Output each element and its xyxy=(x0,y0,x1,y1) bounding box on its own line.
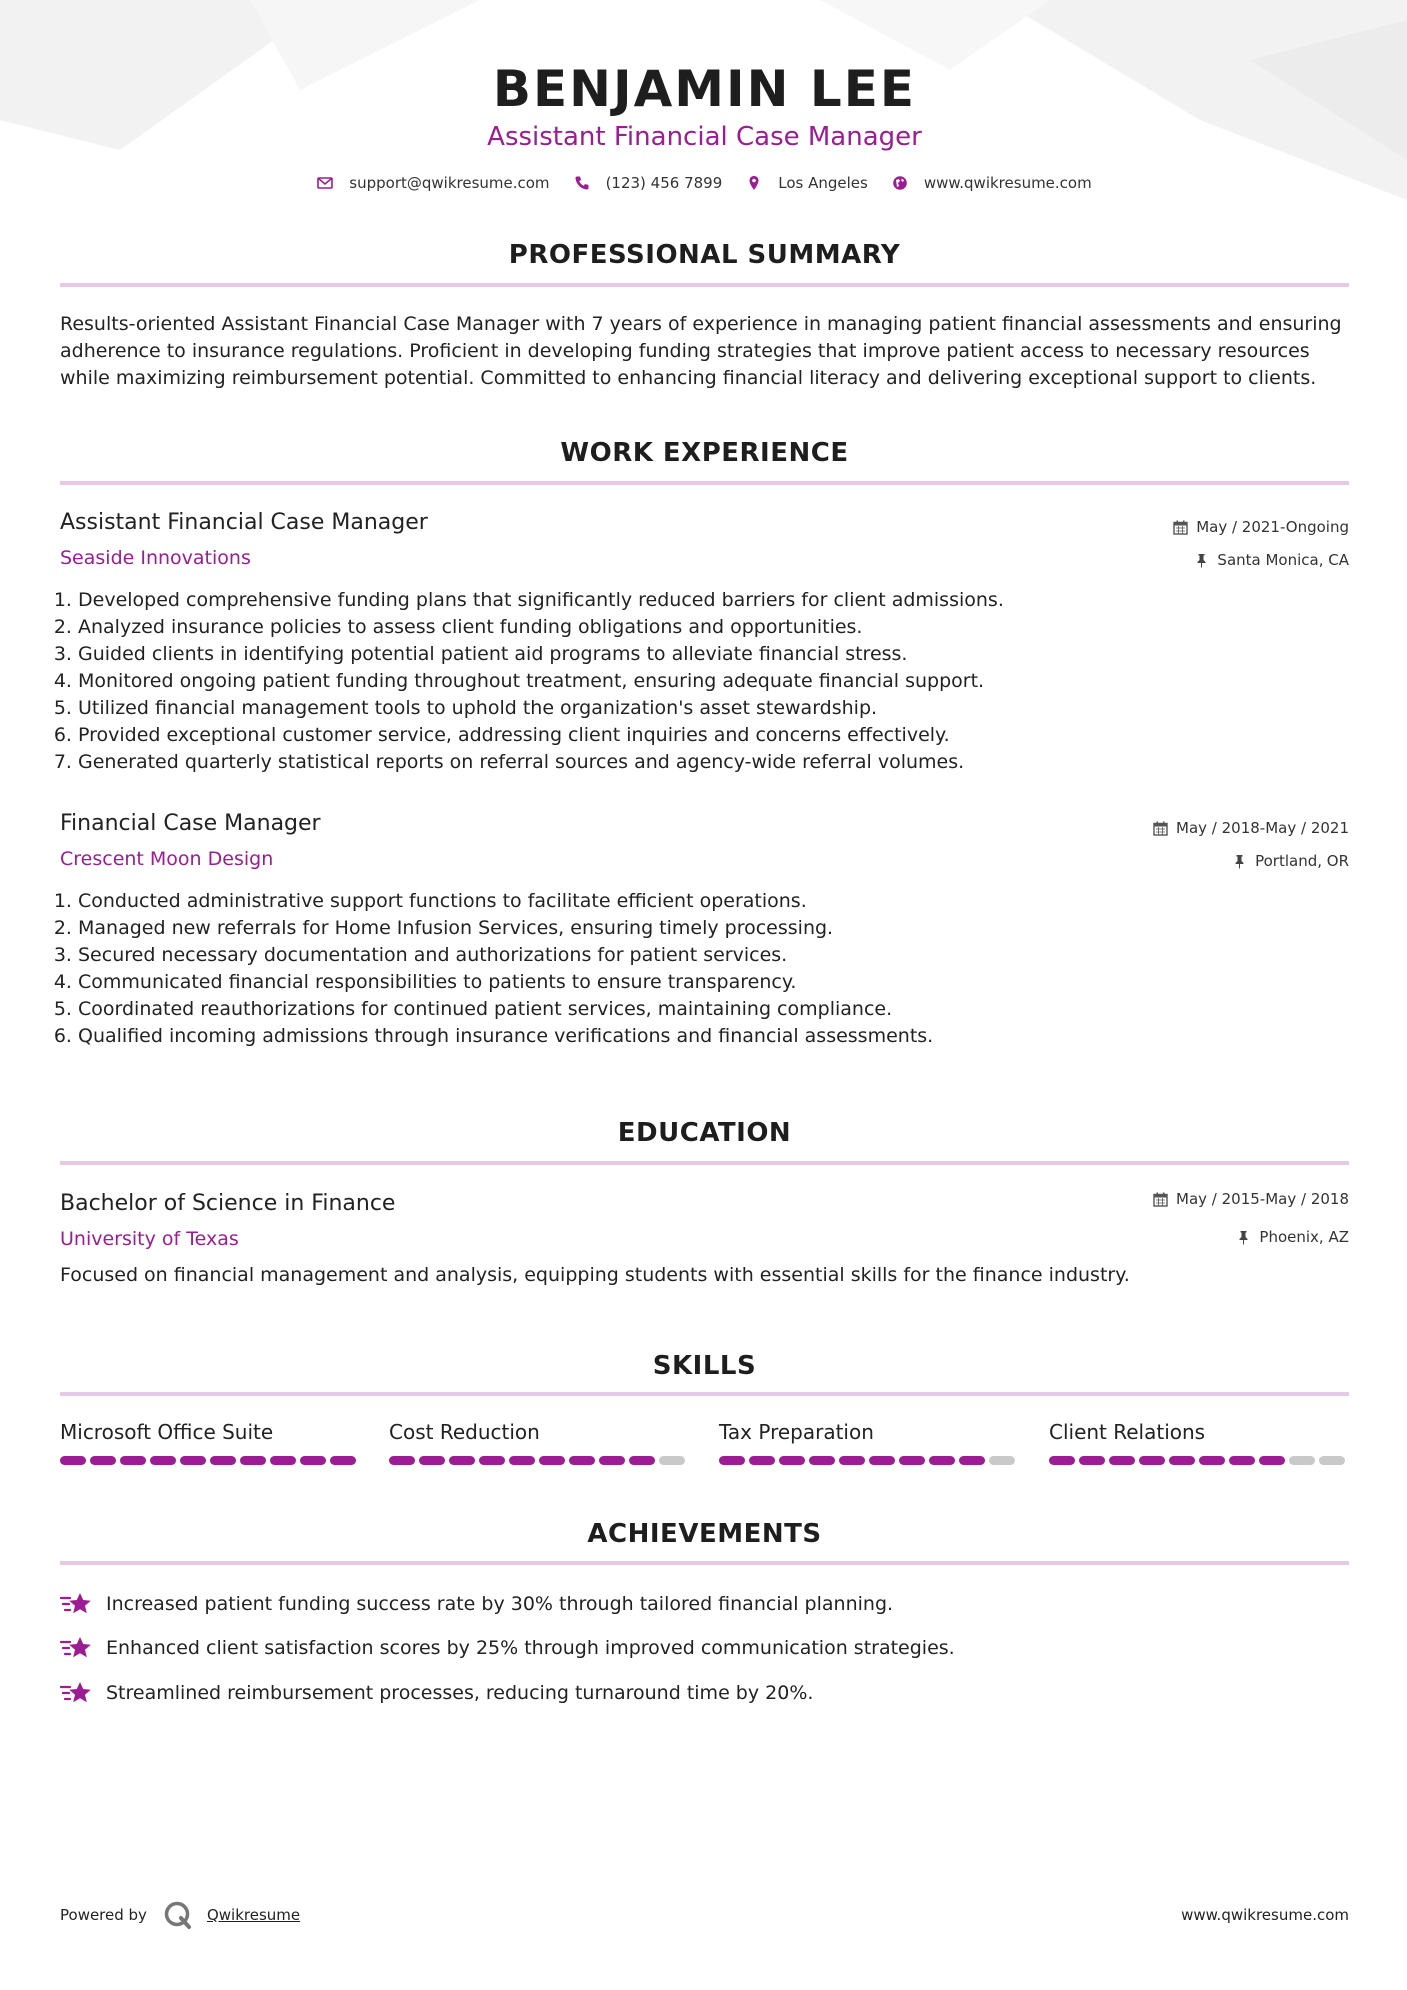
education-description: Focused on financial management and analysis, equipping students with essential skills for the finance industry. xyxy=(60,1264,1130,1286)
job-location xyxy=(1232,851,1349,871)
skill-dot-filled xyxy=(270,1456,296,1465)
skill-level-meter xyxy=(60,1456,360,1465)
job-dates-text: May / 2021-Ongoing xyxy=(1196,518,1349,536)
skill-item xyxy=(60,1418,360,1465)
calendar-icon xyxy=(1153,1192,1168,1207)
job-dates xyxy=(1173,517,1349,537)
footer-powered-by xyxy=(60,1900,300,1930)
skill-dot-filled xyxy=(479,1456,505,1465)
experience-divider xyxy=(60,481,1349,485)
degree-title: Bachelor of Science in Finance xyxy=(60,1191,396,1216)
job-location xyxy=(1194,550,1349,570)
summary-divider xyxy=(60,283,1349,287)
skill-dot-filled xyxy=(330,1456,356,1465)
summary-text: Results-oriented Assistant Financial Case Manager with 7 years of experience in managing patient financial assessments and ensuring adherence to insurance regulations. Proficient in developing funding strategies that improve patient access to necessary resources while maximizing reimbursement potential. Committed to enhancing financial literacy and delivering exceptional support to clients. xyxy=(60,313,1342,389)
education-heading: EDUCATION xyxy=(617,1118,792,1148)
skill-dot-filled xyxy=(1109,1456,1135,1465)
location-text: Los Angeles xyxy=(778,174,868,192)
skill-dot-filled xyxy=(509,1456,535,1465)
skill-dot-filled xyxy=(240,1456,266,1465)
skills-divider xyxy=(60,1392,1349,1396)
skill-dot-filled xyxy=(90,1456,116,1465)
education-location xyxy=(1236,1227,1349,1247)
list-item: 2. Analyzed insurance policies to assess client funding obligations and opportunities. xyxy=(78,614,1338,641)
job-title: Assistant Financial Case Manager xyxy=(60,510,428,535)
job-company: Crescent Moon Design xyxy=(60,848,274,870)
achievements-heading: ACHIEVEMENTS xyxy=(587,1519,822,1549)
contact-location xyxy=(746,174,868,192)
experience-heading: WORK EXPERIENCE xyxy=(560,438,849,468)
skill-level-meter xyxy=(1049,1456,1349,1465)
powered-by-label: Powered by xyxy=(60,1906,147,1924)
skill-dot-filled xyxy=(539,1456,565,1465)
skill-dot-filled xyxy=(60,1456,86,1465)
skill-name: Tax Preparation xyxy=(719,1420,874,1444)
list-item: 5. Utilized financial management tools to uphold the organization's asset stewardship. xyxy=(78,695,1338,722)
skill-item xyxy=(719,1418,1019,1465)
skill-dot-filled xyxy=(389,1456,415,1465)
summary-heading: PROFESSIONAL SUMMARY xyxy=(508,240,901,270)
skill-dot-filled xyxy=(599,1456,625,1465)
skill-dot-filled xyxy=(839,1456,865,1465)
skill-name: Microsoft Office Suite xyxy=(60,1420,274,1444)
skills-heading: SKILLS xyxy=(652,1351,757,1381)
achievement-text: Increased patient funding success rate by 30% through tailored financial planning. xyxy=(106,1593,894,1615)
skill-dot-filled xyxy=(180,1456,206,1465)
job-title: Financial Case Manager xyxy=(60,811,321,836)
skill-dot-filled xyxy=(1229,1456,1255,1465)
job-company: Seaside Innovations xyxy=(60,547,251,569)
skill-dot-filled xyxy=(449,1456,475,1465)
globe-icon xyxy=(892,175,908,191)
education-dates xyxy=(1153,1189,1349,1209)
website-text: www.qwikresume.com xyxy=(923,174,1092,192)
list-item: 7. Generated quarterly statistical reports on referral sources and agency-wide referral volumes. xyxy=(78,749,1338,776)
skill-item xyxy=(1049,1418,1349,1465)
job-location-text: Portland, OR xyxy=(1255,852,1349,870)
education-divider xyxy=(60,1161,1349,1165)
skill-dot-filled xyxy=(1199,1456,1225,1465)
achievement-text: Streamlined reimbursement processes, reducing turnaround time by 20%. xyxy=(106,1682,814,1704)
email-text: support@qwikresume.com xyxy=(349,174,550,192)
job-bullets xyxy=(60,587,1338,776)
skill-dot-filled xyxy=(749,1456,775,1465)
skill-name: Client Relations xyxy=(1049,1420,1206,1444)
achievement-item xyxy=(60,1590,893,1618)
job-dates xyxy=(1153,818,1349,838)
skill-dot-filled xyxy=(569,1456,595,1465)
skill-dot-filled xyxy=(150,1456,176,1465)
calendar-icon xyxy=(1153,821,1168,836)
candidate-name: BENJAMIN LEE xyxy=(492,60,917,118)
education-location-text: Phoenix, AZ xyxy=(1259,1228,1349,1246)
skill-dot-filled xyxy=(809,1456,835,1465)
skill-dot-empty xyxy=(1319,1456,1345,1465)
star-icon xyxy=(60,1679,94,1707)
achievement-item xyxy=(60,1679,813,1707)
skill-dot-filled xyxy=(629,1456,655,1465)
list-item: 3. Guided clients in identifying potential patient aid programs to alleviate financial stress. xyxy=(78,641,1338,668)
list-item: 4. Communicated financial responsibilities to patients to ensure transparency. xyxy=(78,969,1338,996)
skill-dot-filled xyxy=(1079,1456,1105,1465)
skill-dot-filled xyxy=(779,1456,805,1465)
footer-website-link[interactable]: www.qwikresume.com xyxy=(1181,1906,1349,1924)
phone-icon xyxy=(574,175,590,191)
star-icon xyxy=(60,1634,94,1662)
skill-dot-empty xyxy=(1289,1456,1315,1465)
list-item: 2. Managed new referrals for Home Infusion Services, ensuring timely processing. xyxy=(78,915,1338,942)
job-dates-text: May / 2018-May / 2021 xyxy=(1176,819,1349,837)
contact-website[interactable] xyxy=(892,174,1092,192)
map-pin-icon xyxy=(746,175,762,191)
calendar-icon xyxy=(1173,520,1188,535)
phone-text: (123) 456 7899 xyxy=(605,174,723,192)
list-item: 5. Coordinated reauthorizations for continued patient services, maintaining compliance. xyxy=(78,996,1338,1023)
pushpin-icon xyxy=(1232,854,1247,869)
skill-dot-filled xyxy=(210,1456,236,1465)
envelope-icon xyxy=(317,175,333,191)
list-item: 4. Monitored ongoing patient funding throughout treatment, ensuring adequate financial support. xyxy=(78,668,1338,695)
pushpin-icon xyxy=(1194,553,1209,568)
list-item: 3. Secured necessary documentation and authorizations for patient services. xyxy=(78,942,1338,969)
skill-dot-empty xyxy=(989,1456,1015,1465)
skill-dot-filled xyxy=(1259,1456,1285,1465)
list-item: 6. Qualified incoming admissions through insurance verifications and financial assessments. xyxy=(78,1023,1338,1050)
skill-item xyxy=(389,1418,689,1465)
skill-dot-filled xyxy=(719,1456,745,1465)
skill-dot-filled xyxy=(1139,1456,1165,1465)
qwikresume-link[interactable]: Qwikresume xyxy=(206,1906,301,1924)
skill-dot-filled xyxy=(959,1456,985,1465)
candidate-title: Assistant Financial Case Manager xyxy=(487,122,922,152)
achievement-item xyxy=(60,1634,955,1662)
list-item: 1. Conducted administrative support functions to facilitate efficient operations. xyxy=(78,888,1338,915)
skill-name: Cost Reduction xyxy=(389,1420,540,1444)
pushpin-icon xyxy=(1236,1230,1251,1245)
skill-dot-empty xyxy=(659,1456,685,1465)
skill-dot-filled xyxy=(300,1456,326,1465)
list-item: 6. Provided exceptional customer service, addressing client inquiries and concerns effectively. xyxy=(78,722,1338,749)
contact-phone[interactable] xyxy=(574,174,723,192)
skill-dot-filled xyxy=(1169,1456,1195,1465)
skill-dot-filled xyxy=(1049,1456,1075,1465)
contact-bar xyxy=(60,174,1349,192)
school-name: University of Texas xyxy=(60,1228,239,1250)
contact-email[interactable] xyxy=(317,174,549,192)
skill-level-meter xyxy=(719,1456,1019,1465)
skill-dot-filled xyxy=(419,1456,445,1465)
skill-dot-filled xyxy=(929,1456,955,1465)
skill-level-meter xyxy=(389,1456,689,1465)
skill-dot-filled xyxy=(120,1456,146,1465)
job-location-text: Santa Monica, CA xyxy=(1217,551,1349,569)
star-icon xyxy=(60,1590,94,1618)
achievements-divider xyxy=(60,1561,1349,1565)
achievement-text: Enhanced client satisfaction scores by 25% through improved communication strategies. xyxy=(106,1637,955,1659)
list-item: 1. Developed comprehensive funding plans that significantly reduced barriers for client admissions. xyxy=(78,587,1338,614)
skill-dot-filled xyxy=(869,1456,895,1465)
education-dates-text: May / 2015-May / 2018 xyxy=(1176,1190,1349,1208)
job-bullets xyxy=(60,888,1338,1050)
skill-dot-filled xyxy=(899,1456,925,1465)
qwikresume-logo-icon xyxy=(163,1900,193,1930)
